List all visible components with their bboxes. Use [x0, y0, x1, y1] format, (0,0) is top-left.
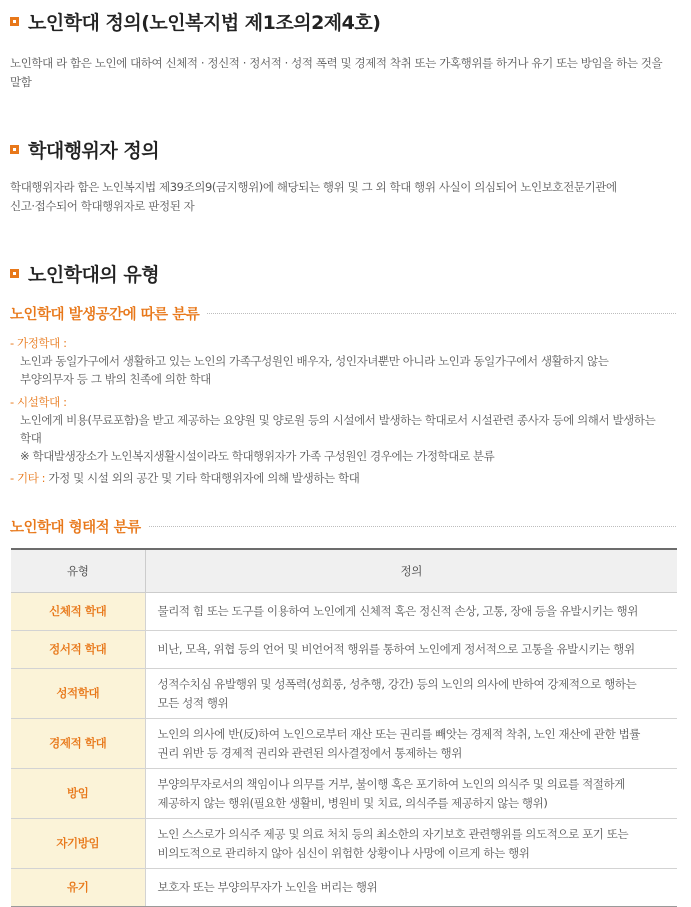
- facility-abuse-line1: 노인에게 비용(무료포함)을 받고 제공하는 요양원 및 양로원 등의 시설에서 발생하는 학대로서 시설관련 종사자 등에 의해서 발생하는: [20, 413, 656, 427]
- row-definition: [145, 593, 677, 631]
- home-abuse-line1: 노인과 동일가구에서 생활하고 있는 노인의 가족구성원인 배우자, 성인자녀뿐만 아니라 노인과 동일가구에서 생활하지 않는: [20, 354, 609, 368]
- row-definition-line1: 노인 스스로가 의식주 제공 및 의료 처치 등의 최소한의 자기보호 관련행위를 의도적으로 포기 또는: [157, 826, 629, 841]
- row-definition-line1: 부양의무자로서의 책임이나 의무를 거부, 불이행 혹은 포기하여 노인의 의식주 및 의료를 적절하게: [157, 776, 625, 791]
- home-abuse-line2: 부양의무자 등 그 밖의 친족에 의한 학대: [20, 372, 211, 386]
- row-type: 유기: [11, 869, 145, 907]
- table-row: [11, 719, 677, 769]
- row-definition-line1: 비난, 모욕, 위협 등의 언어 및 비언어적 행위를 통하여 노인에게 정서적으로 고통을 유발시키는 행위: [157, 642, 635, 656]
- header-type: 유형: [11, 549, 145, 593]
- row-definition-line1: 성적수치심 유발행위 및 성폭력(성희롱, 성추행, 강간) 등의 노인의 의사에 반하여 강제적으로 행하는: [157, 676, 637, 691]
- row-definition: [145, 669, 677, 719]
- location-subtitle: [10, 303, 676, 324]
- row-definition-line1: 노인의 의사에 반(反)하여 노인으로부터 재산 또는 권리를 빼앗는 경제적 착취, 노인 재산에 관한 법률: [157, 726, 640, 741]
- types-title: [10, 260, 159, 287]
- row-definition-line2: 모든 성적 행위: [157, 695, 229, 710]
- row-definition: [145, 719, 677, 769]
- location-subtitle-text: 노인학대 발생공간에 따른 분류: [10, 307, 200, 323]
- home-abuse-item: [10, 334, 675, 388]
- abuse-form-table: [11, 548, 677, 907]
- table-row: [11, 631, 677, 669]
- other-abuse-item: [10, 469, 675, 487]
- abuser-title: [10, 136, 159, 163]
- row-definition: [145, 631, 677, 669]
- abuser-text-line1: 학대행위자라 함은 노인복지법 제39조의9(금지행위)에 해당되는 행위 및 그 외 학대 행위 사실이 의심되어 노인보호전문기관에: [10, 180, 617, 194]
- other-abuse-text: 가정 및 시설 외의 공간 및 기타 학대행위자에 의해 발생하는 학대: [48, 471, 360, 485]
- definition-title-text: 노인학대 정의(노인복지법 제1조의2제4호): [28, 12, 381, 34]
- types-title-text: 노인학대의 유형: [28, 264, 160, 286]
- table-row: [11, 819, 677, 869]
- abuser-text: [10, 178, 675, 216]
- dotted-divider: [207, 313, 676, 314]
- row-type: 방임: [11, 769, 145, 819]
- home-abuse-label: - 가정학대 :: [10, 336, 67, 350]
- row-type: 신체적 학대: [11, 593, 145, 631]
- row-definition-line2: 권리 위반 등 경제적 권리와 관련된 의사결정에서 통제하는 행위: [157, 745, 462, 760]
- table-header-row: [11, 549, 677, 593]
- square-bullet-icon: [10, 145, 19, 154]
- row-definition-line2: 비의도적으로 관리하지 않아 심신이 위험한 상황이나 사망에 이르게 하는 행위: [157, 845, 530, 860]
- row-type: 성적학대: [11, 669, 145, 719]
- row-type: 정서적 학대: [11, 631, 145, 669]
- form-subtitle: [10, 516, 676, 537]
- square-bullet-icon: [10, 17, 19, 26]
- row-definition-line2: 제공하지 않는 행위(필요한 생활비, 병원비 및 치료, 의식주를 제공하지 않는 행위): [157, 795, 548, 810]
- form-subtitle-text: 노인학대 형태적 분류: [10, 520, 141, 536]
- facility-abuse-line2: 학대: [20, 431, 42, 445]
- row-definition-line1: 보호자 또는 부양의무자가 노인을 버리는 행위: [157, 880, 378, 894]
- other-abuse-label: - 기타 :: [10, 471, 46, 485]
- table-row: [11, 669, 677, 719]
- dotted-divider: [149, 526, 676, 527]
- facility-abuse-label: - 시설학대 :: [10, 395, 67, 409]
- square-bullet-icon: [10, 269, 19, 278]
- table-row: [11, 769, 677, 819]
- definition-title: [10, 8, 380, 35]
- facility-abuse-item: [10, 393, 675, 465]
- header-definition: 정의: [145, 549, 677, 593]
- abuser-text-line2: 신고·접수되어 학대행위자로 판정된 자: [10, 199, 195, 213]
- row-definition: [145, 869, 677, 907]
- row-type: 경제적 학대: [11, 719, 145, 769]
- row-definition-line1: 물리적 힘 또는 도구를 이용하여 노인에게 신체적 혹은 정신적 손상, 고통, 장애 등을 유발시키는 행위: [157, 604, 638, 618]
- row-definition: [145, 769, 677, 819]
- abuser-title-text: 학대행위자 정의: [28, 140, 160, 162]
- row-type: 자기방임: [11, 819, 145, 869]
- facility-abuse-note: ※ 학대발생장소가 노인복지생활시설이라도 학대행위자가 가족 구성원인 경우에는 가정학대로 분류: [20, 449, 495, 463]
- table-row: [11, 869, 677, 907]
- definition-text: 노인학대 라 함은 노인에 대하여 신체적 · 정신적 · 정서적 · 성적 폭력 및 경제적 착취 또는 가혹행위를 하거나 유기 또는 방임을 하는 것을 말함: [10, 56, 663, 89]
- row-definition: [145, 819, 677, 869]
- table-row: [11, 593, 677, 631]
